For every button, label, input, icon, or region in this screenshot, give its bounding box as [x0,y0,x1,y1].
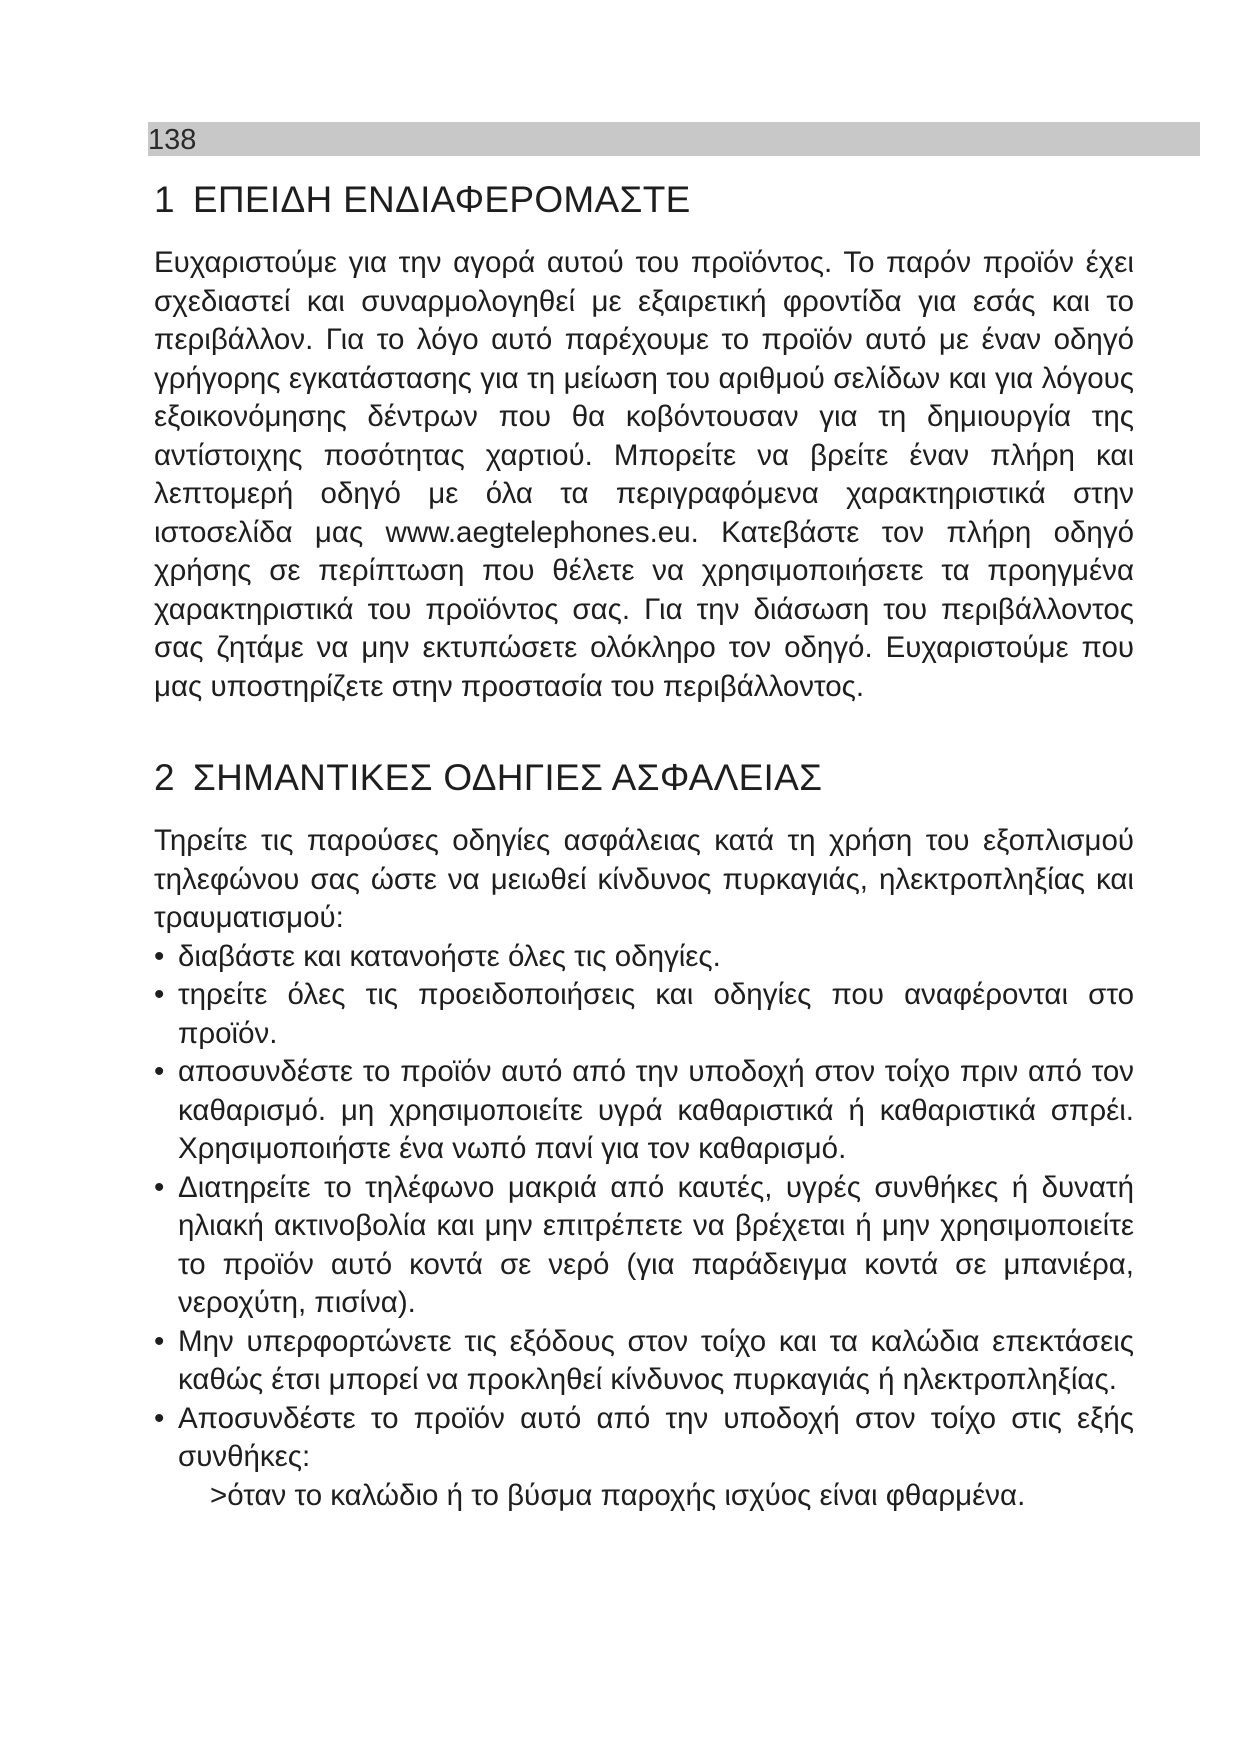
section-title: ΕΠΕΙΔΗ ΕΝΔΙΑΦΕΡΟΜΑΣΤΕ [192,179,691,220]
section-safety [154,748,1134,1515]
section-paragraph: Ευχαριστούμε για την αγορά αυτού του προϊόντος. Το παρόν προϊόν έχει σχεδιαστεί και συναρμολογηθεί με εξαιρετική φροντίδα για εσάς και το περιβάλλον. Για το λόγο αυτό παρέχουμε το προϊόν αυτό με έναν οδηγό γρήγορης εγκατάστασης για τη μείωση του αριθμού σελίδων και για λόγους εξοικονόμησης δέντρων που θα κοβόντουσαν για τη δημιουργία της αντίστοιχης ποσότητας χαρτιού. Μπορείτε να βρείτε έναν πλήρη και λεπτομερή οδηγό με όλα τα περιγραφόμενα χαρακτηριστικά στην ιστοσελίδα μας www.aegtelephones.eu. Κατεβάστε τον πλήρη οδηγό χρήσης σε περίπτωση που θέλετε να χρησιμοποιήσετε τα προηγμένα χαρακτηριστικά του προϊόντος σας. Για την διάσωση του περιβάλλοντος σας ζητάμε να μην εκτυπώσετε ολόκληρο τον οδηγό. Ευχαριστούμε που μας υποστηρίζετε στην προστασία του περιβάλλοντος. [154,246,1134,703]
section-number: 1 [154,179,175,220]
sub-list-item: >όταν το καλώδιο ή το βύσμα παροχής ισχύος είναι φθαρμένα. [210,1478,1026,1512]
list-item: • Αποσυνδέστε το προϊόν αυτό από την υποδοχή στον τοίχο στις εξής συνθήκες: [154,1401,1134,1473]
section-number: 2 [154,757,175,798]
list-item: • Διατηρείτε το τηλέφωνο μακριά από καυτές, υγρές συνθήκες ή δυνατή ηλιακή ακτινοβολία και μην επιτρέπετε να βρέχεται ή μην χρησιμοποιείτε το προϊόν αυτό κοντά σε νερό (για παράδειγμα κοντά σε μπανιέρα, νεροχύτη, πισίνα). [154,1170,1134,1319]
page-content [154,170,1134,1515]
bullet-icon: • [154,1401,165,1435]
section-title: ΣΗΜΑΝΤΙΚΕΣ ΟΔΗΓΙΕΣ ΑΣΦΑΛΕΙΑΣ [192,757,823,798]
bullet-icon: • [154,939,165,973]
section-heading [154,748,1134,808]
list-item: • τηρείτε όλες τις προειδοποιήσεις και οδηγίες που αναφέρονται στο προϊόν. [154,978,1134,1050]
bullet-icon: • [154,978,165,1011]
bullet-icon: • [154,1324,165,1358]
page-number: 138 [148,124,197,156]
bullet-icon: • [154,1170,165,1204]
list-item: • Μην υπερφορτώνετε τις εξόδους στον τοίχο και τα καλώδια επεκτάσεις καθώς έτσι μπορεί να προκληθεί κίνδυνος πυρκαγιάς ή ηλεκτροπληξίας. [154,1324,1134,1396]
safety-list [154,938,1134,1477]
page-header-bar [148,122,1200,156]
section-care [154,170,1134,706]
list-item: • διαβάστε και κατανοήστε όλες τις οδηγίες. [154,938,1134,977]
list-item: • αποσυνδέστε το προϊόν αυτό από την υποδοχή στον τοίχο πριν από τον καθαρισμό. μη χρησιμοποιείτε υγρά καθαριστικά ή καθαριστικά σπρέι. Χρησιμοποιήστε ένα νωπό πανί για τον καθαρισμό. [154,1055,1134,1165]
bullet-icon: • [154,1055,165,1088]
section-intro: Τηρείτε τις παρούσες οδηγίες ασφάλειας κατά τη χρήση του εξοπλισμού τηλεφώνου σας ώστε να μειωθεί κίνδυνος πυρκαγιάς, ηλεκτροπληξίας και τραυματισμού: [154,824,1134,934]
section-heading [154,170,1134,230]
